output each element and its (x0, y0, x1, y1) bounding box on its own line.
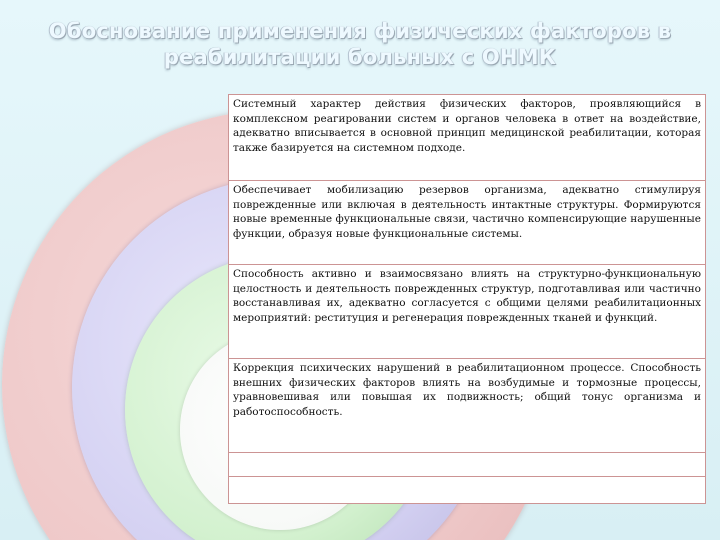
text-block-2 (229, 181, 705, 265)
text-block-3-content: Способность активно и взаимосвязано влиять на структурно-функциональную целостность и деятельность поврежденных структур, подготавливая или частично восстанавливая их, адекватно согласуется с общими целями реабилитационных мероприятий: реституция и регенерация поврежденных тканей и функций. (233, 268, 701, 324)
text-block-5-empty (229, 453, 705, 477)
content-panel (228, 94, 706, 504)
text-block-4-content: Коррекция психических нарушений в реабилитационном процессе. Способность внешних физических факторов влиять на возбудимые и тормозные процессы, уравновешивая или повышая их подвижность; общий тонус организма и работоспособность. (233, 362, 701, 418)
slide-title (20, 18, 700, 70)
text-block-4 (229, 359, 705, 453)
text-block-1 (229, 95, 705, 181)
text-block-3 (229, 265, 705, 359)
text-block-2-content: Обеспечивает мобилизацию резервов организма, адекватно стимулируя поврежденные или включая в деятельность интактные структуры. Формируются новые временные функциональные связи, частично компенсирующие нарушенные функции, образуя новые функциональные системы. (233, 184, 701, 240)
slide-title-line-2: реабилитации больных с ОНМК (163, 45, 557, 69)
text-block-6-empty (229, 477, 705, 503)
slide-title-line-1: Обоснование применения физических факторов в (48, 19, 672, 43)
text-block-1-content: Системный характер действия физических факторов, проявляющийся в комплексном реагировании систем и органов человека в ответ на воздействие, адекватно вписывается в основной принцип медицинской реабилитации, которая также базируется на системном подходе. (233, 98, 701, 154)
